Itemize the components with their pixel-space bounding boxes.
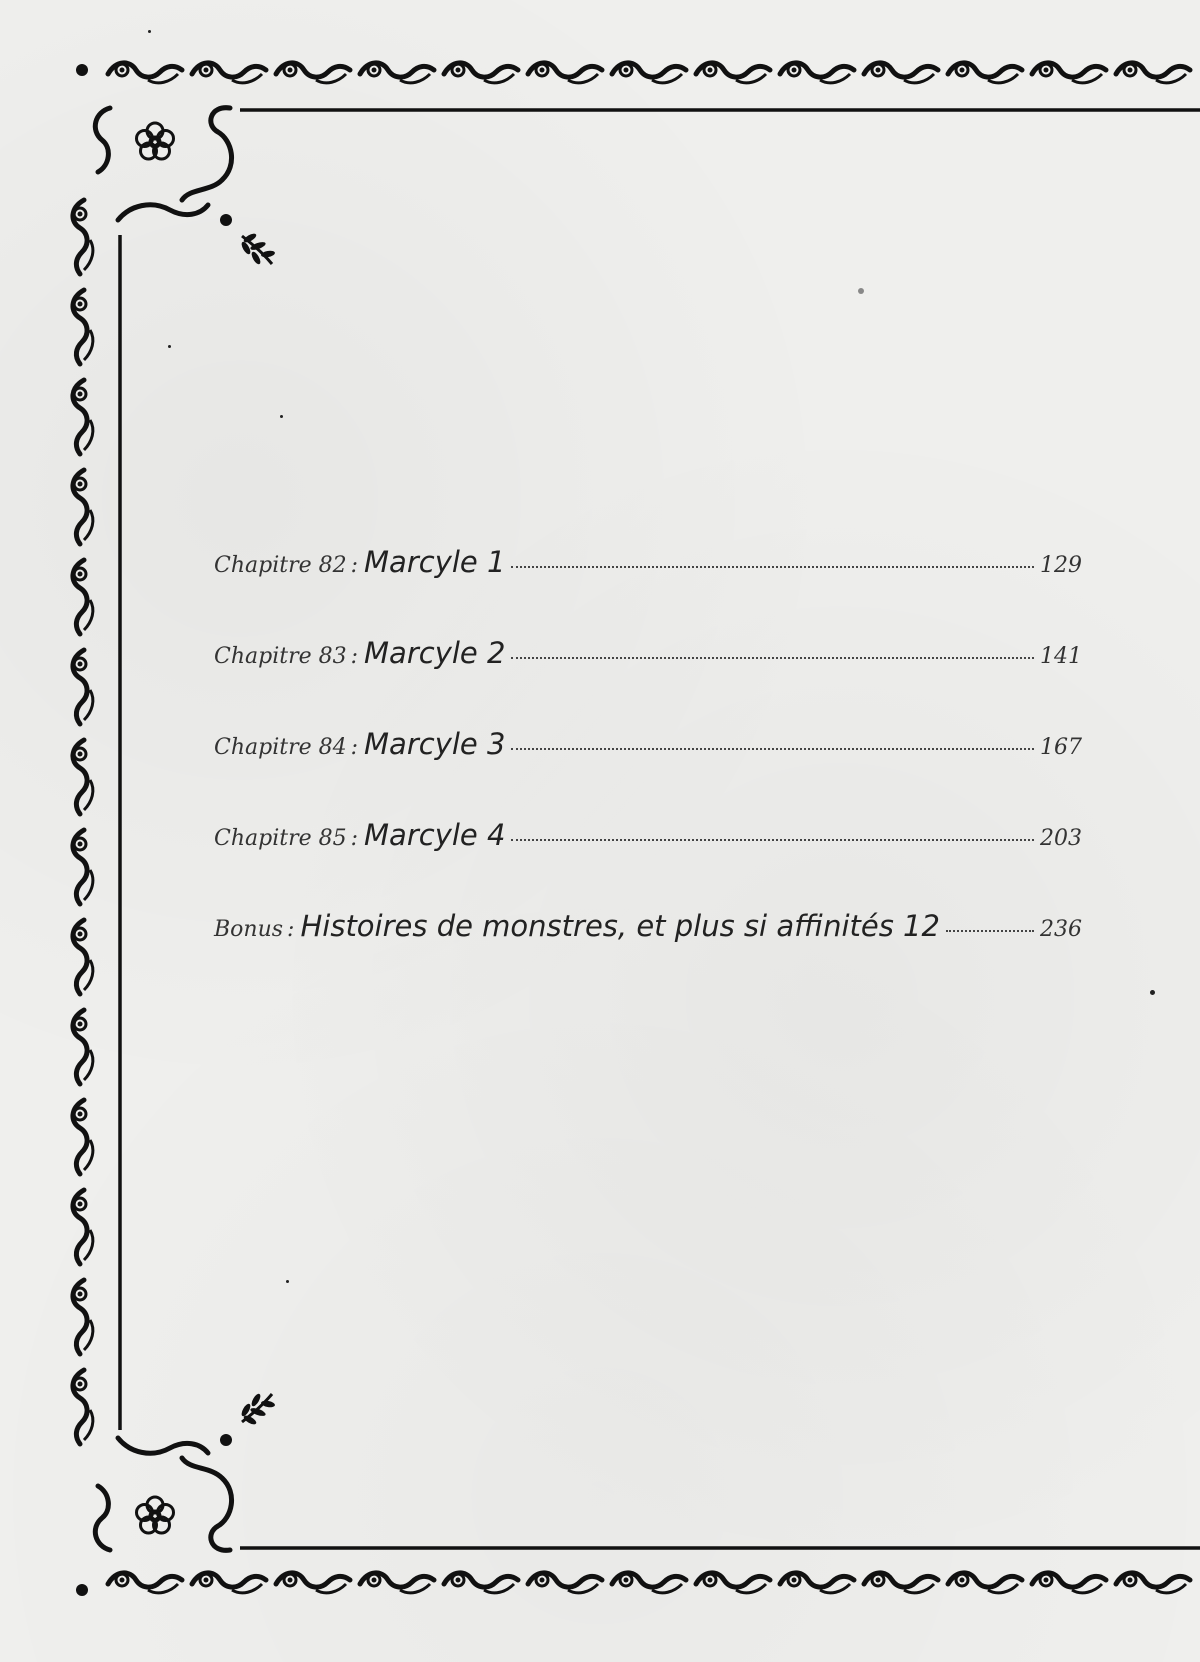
toc-label: Chapitre 82 <box>214 553 347 578</box>
toc-page-number: 236 <box>1040 917 1082 942</box>
leaf-sprig-icon <box>240 1392 276 1426</box>
toc-title: Marcyle 3 <box>364 727 506 761</box>
toc-page-number: 203 <box>1040 826 1082 851</box>
toc-entry-bonus[interactable] <box>214 909 1082 945</box>
table-of-contents <box>214 545 1082 1000</box>
flower-rosette-icon <box>137 1497 174 1533</box>
toc-page-number: 141 <box>1040 644 1082 669</box>
leaf-sprig-icon <box>240 232 276 266</box>
toc-separator: : <box>350 735 359 760</box>
toc-page-number: 129 <box>1040 553 1082 578</box>
toc-label: Chapitre 84 <box>214 735 347 760</box>
toc-separator: : <box>350 826 359 851</box>
toc-entry-chapter-83[interactable] <box>214 636 1082 672</box>
toc-title: Marcyle 1 <box>364 545 506 579</box>
scroll-wave-border-icon <box>108 63 1190 83</box>
dot-leader <box>511 657 1034 659</box>
toc-separator: : <box>287 917 295 942</box>
toc-label: Bonus <box>214 917 284 942</box>
toc-page-number: 167 <box>1040 735 1082 760</box>
toc-separator: : <box>350 644 359 669</box>
dot-leader <box>511 566 1034 568</box>
dot-leader <box>511 839 1034 841</box>
toc-label: Chapitre 83 <box>214 644 347 669</box>
toc-label: Chapitre 85 <box>214 826 347 851</box>
scroll-wave-border-icon <box>73 200 93 1444</box>
dot-leader <box>511 748 1034 750</box>
toc-entry-chapter-85[interactable] <box>214 818 1082 854</box>
toc-title: Marcyle 2 <box>364 636 506 670</box>
toc-entry-chapter-84[interactable] <box>214 727 1082 763</box>
flower-rosette-icon <box>137 123 174 159</box>
toc-separator: : <box>350 553 359 578</box>
toc-title: Histoires de monstres, et plus si affinités 12 <box>300 909 940 943</box>
dot-leader <box>946 930 1034 932</box>
toc-entry-chapter-82[interactable] <box>214 545 1082 581</box>
toc-title: Marcyle 4 <box>364 818 506 852</box>
scroll-wave-border-icon <box>108 1573 1190 1593</box>
